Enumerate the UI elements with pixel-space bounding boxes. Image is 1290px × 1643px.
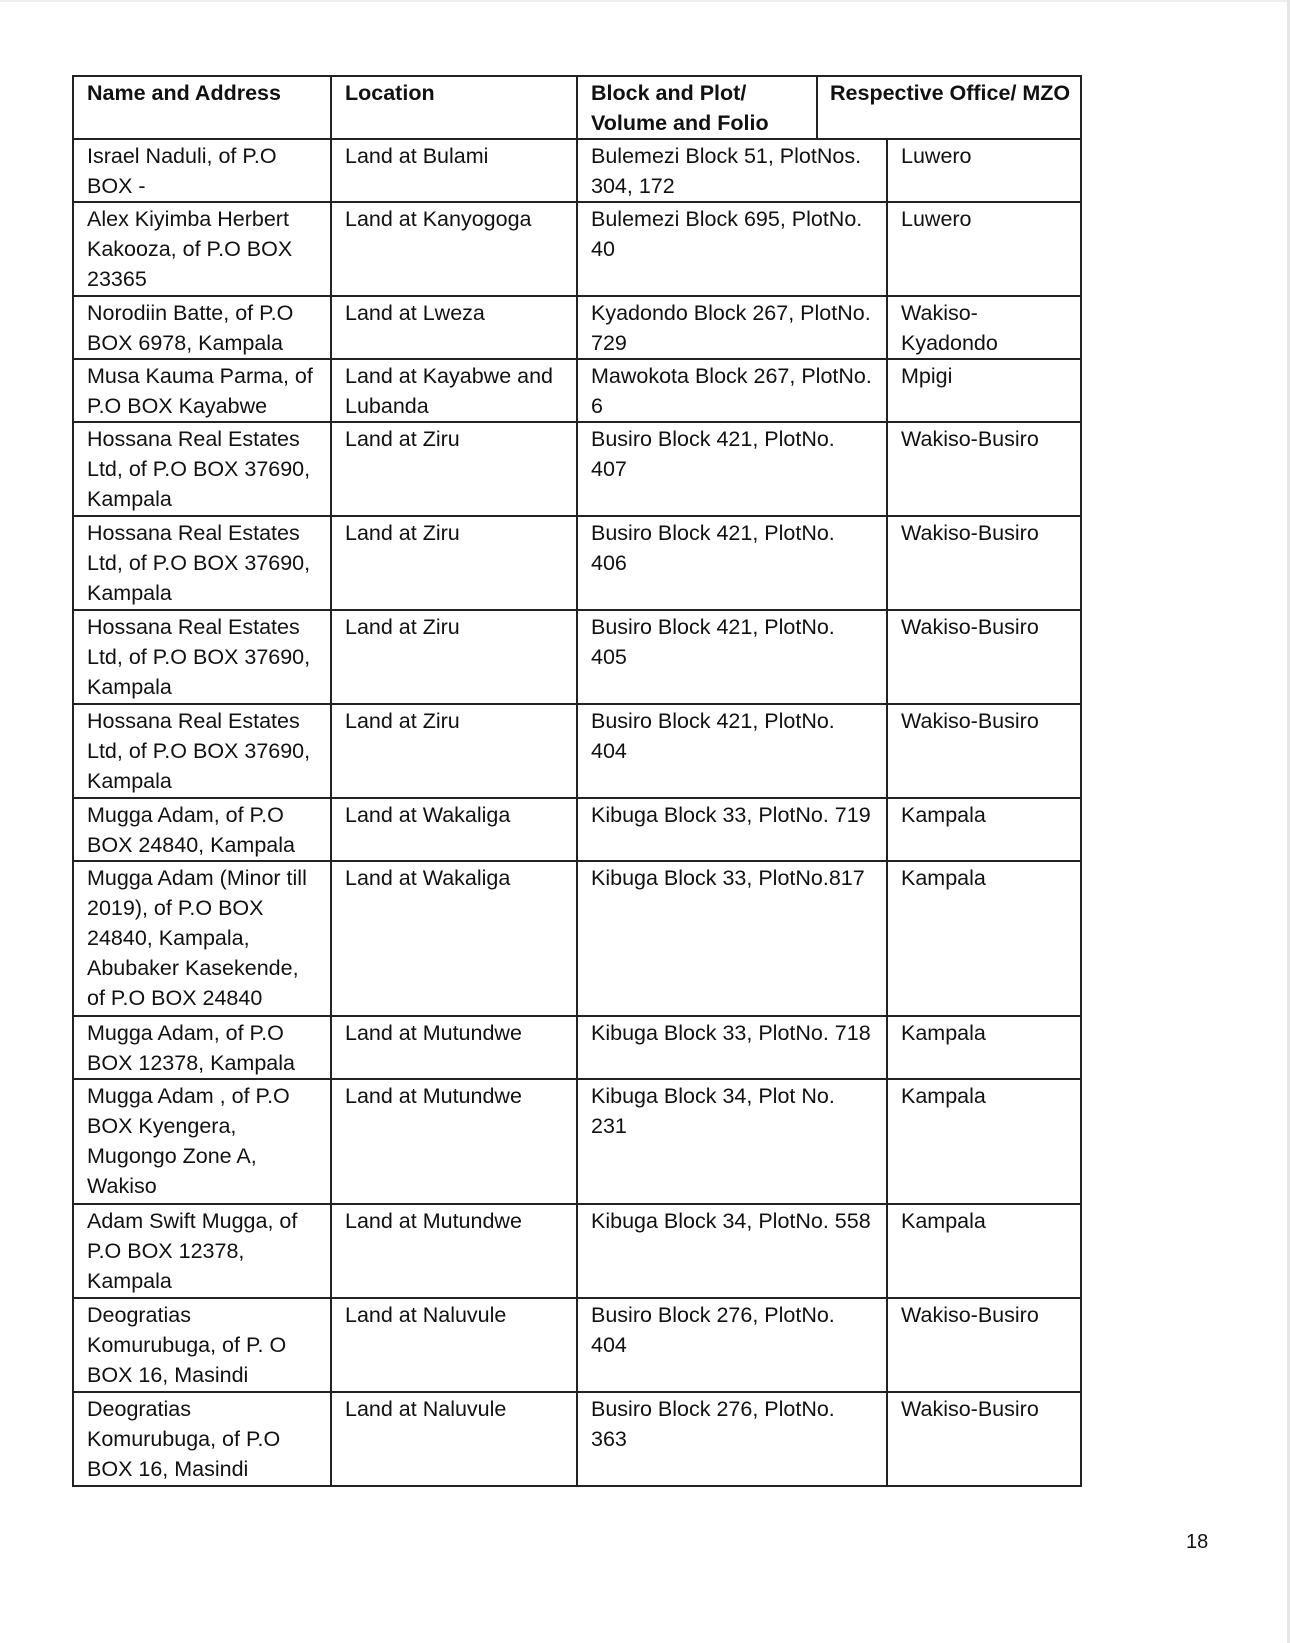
table-row <box>73 422 1081 516</box>
table-row <box>73 1016 1081 1079</box>
header-split <box>578 77 1080 138</box>
cell-location: Land at Mutundwe <box>331 1079 577 1204</box>
cell-block-plot: Kibuga Block 33, PlotNo. 719 <box>577 798 887 861</box>
cell-name-address: Mugga Adam (Minor till 2019), of P.O BOX 24840, Kampala, Abubaker Kasekende, of P.O BOX 24840 <box>73 861 331 1016</box>
cell-location: Land at Ziru <box>331 610 577 704</box>
header-name-address: Name and Address <box>73 76 331 139</box>
cell-location: Land at Wakaliga <box>331 798 577 861</box>
cell-location: Land at Mutundwe <box>331 1204 577 1298</box>
cell-name-address: Alex Kiyimba Herbert Kakooza, of P.O BOX 23365 <box>73 202 331 296</box>
cell-location: Land at Kanyogoga <box>331 202 577 296</box>
cell-name-address: Deogratias Komurubuga, of P.O BOX 16, Masindi <box>73 1392 331 1486</box>
cell-respective-office: Kampala <box>887 1204 1081 1298</box>
cell-name-address: Mugga Adam, of P.O BOX 12378, Kampala <box>73 1016 331 1079</box>
table-row <box>73 861 1081 1016</box>
cell-location: Land at Ziru <box>331 704 577 798</box>
table-row <box>73 1298 1081 1392</box>
cell-location: Land at Naluvule <box>331 1392 577 1486</box>
cell-respective-office: Wakiso-Kyadondo <box>887 296 1081 359</box>
table-row <box>73 516 1081 610</box>
cell-respective-office: Wakiso-Busiro <box>887 1392 1081 1486</box>
cell-name-address: Hossana Real Estates Ltd, of P.O BOX 37690, Kampala <box>73 704 331 798</box>
table-row <box>73 202 1081 296</box>
table-row <box>73 359 1081 422</box>
cell-name-address: Mugga Adam , of P.O BOX Kyengera, Mugongo Zone A, Wakiso <box>73 1079 331 1204</box>
cell-name-address: Hossana Real Estates Ltd, of P.O BOX 37690, Kampala <box>73 516 331 610</box>
land-registry-table <box>72 75 1082 1487</box>
table-row <box>73 139 1081 202</box>
cell-location: Land at Bulami <box>331 139 577 202</box>
cell-location: Land at Mutundwe <box>331 1016 577 1079</box>
cell-name-address: Norodiin Batte, of P.O BOX 6978, Kampala <box>73 296 331 359</box>
cell-block-plot: Kibuga Block 34, Plot No. 231 <box>577 1079 887 1204</box>
cell-name-address: Deogratias Komurubuga, of P. O BOX 16, Masindi <box>73 1298 331 1392</box>
cell-location: Land at Ziru <box>331 516 577 610</box>
cell-respective-office: Wakiso-Busiro <box>887 1298 1081 1392</box>
cell-respective-office: Kampala <box>887 1016 1081 1079</box>
header-respective-office: Respective Office/ MZO <box>830 81 1071 105</box>
cell-respective-office: Luwero <box>887 139 1081 202</box>
cell-block-plot: Kibuga Block 34, PlotNo. 558 <box>577 1204 887 1298</box>
table-row <box>73 1392 1081 1486</box>
cell-name-address: Adam Swift Mugga, of P.O BOX 12378, Kampala <box>73 1204 331 1298</box>
table-row <box>73 610 1081 704</box>
cell-block-plot: Kibuga Block 33, PlotNo.817 <box>577 861 887 1016</box>
page-top-edge <box>0 0 1290 2</box>
cell-respective-office: Kampala <box>887 861 1081 1016</box>
header-location: Location <box>331 76 577 139</box>
cell-block-plot: Busiro Block 421, PlotNo. 406 <box>577 516 887 610</box>
cell-location: Land at Wakaliga <box>331 861 577 1016</box>
page-number: 18 <box>1186 1531 1209 1553</box>
cell-block-plot: Kyadondo Block 267, PlotNo. 729 <box>577 296 887 359</box>
cell-location: Land at Lweza <box>331 296 577 359</box>
cell-block-plot: Busiro Block 276, PlotNo. 363 <box>577 1392 887 1486</box>
table-row <box>73 704 1081 798</box>
cell-respective-office: Wakiso-Busiro <box>887 516 1081 610</box>
cell-respective-office: Wakiso-Busiro <box>887 610 1081 704</box>
cell-name-address: Mugga Adam, of P.O BOX 24840, Kampala <box>73 798 331 861</box>
cell-respective-office: Kampala <box>887 1079 1081 1204</box>
cell-block-plot: Busiro Block 421, PlotNo. 407 <box>577 422 887 516</box>
table-header-row <box>73 76 1081 139</box>
cell-block-plot: Busiro Block 421, PlotNo. 404 <box>577 704 887 798</box>
cell-respective-office: Luwero <box>887 202 1081 296</box>
cell-respective-office: Wakiso-Busiro <box>887 422 1081 516</box>
cell-name-address: Musa Kauma Parma, of P.O BOX Kayabwe <box>73 359 331 422</box>
cell-block-plot: Kibuga Block 33, PlotNo. 718 <box>577 1016 887 1079</box>
cell-block-plot: Mawokota Block 267, PlotNo. 6 <box>577 359 887 422</box>
table-row <box>73 296 1081 359</box>
table-row <box>73 1079 1081 1204</box>
cell-block-plot: Bulemezi Block 695, PlotNo. 40 <box>577 202 887 296</box>
header-block-office-cell <box>577 76 1081 139</box>
cell-block-plot: Busiro Block 421, PlotNo. 405 <box>577 610 887 704</box>
cell-block-plot: Busiro Block 276, PlotNo. 404 <box>577 1298 887 1392</box>
cell-location: Land at Naluvule <box>331 1298 577 1392</box>
table-row <box>73 1204 1081 1298</box>
cell-respective-office: Mpigi <box>887 359 1081 422</box>
table-row <box>73 798 1081 861</box>
cell-name-address: Hossana Real Estates Ltd, of P.O BOX 37690, Kampala <box>73 610 331 704</box>
cell-location: Land at Kayabwe and Lubanda <box>331 359 577 422</box>
header-block-plot: Block and Plot/ Volume and Folio <box>578 77 818 138</box>
cell-name-address: Israel Naduli, of P.O BOX - <box>73 139 331 202</box>
cell-respective-office: Kampala <box>887 798 1081 861</box>
cell-respective-office: Wakiso-Busiro <box>887 704 1081 798</box>
cell-name-address: Hossana Real Estates Ltd, of P.O BOX 37690, Kampala <box>73 422 331 516</box>
cell-block-plot: Bulemezi Block 51, PlotNos. 304, 172 <box>577 139 887 202</box>
cell-location: Land at Ziru <box>331 422 577 516</box>
